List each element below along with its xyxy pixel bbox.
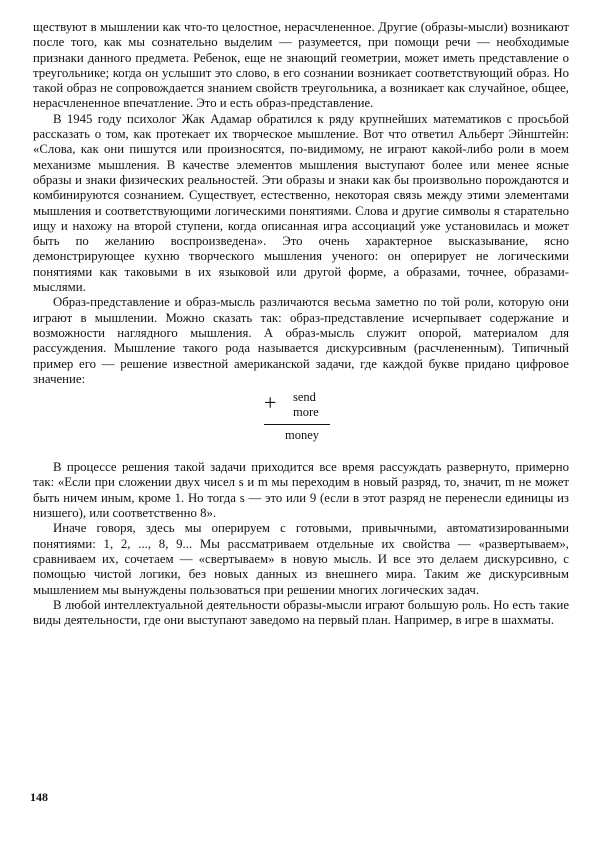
page-number: 148 (30, 790, 48, 804)
sum-money: money (285, 428, 320, 443)
addend-more: more (293, 405, 319, 420)
paragraph-6: В любой интеллектуальной деятельности образы-мысли играют большую роль. Но есть такие виды деятельности, где они выступают заведомо на первый план. Например, в игре в шахматы. (33, 597, 569, 628)
plus-sign: + (264, 390, 277, 416)
paragraph-4: В процессе решения такой задачи приходится все время рассуждать развернуто, примерно так: «Если при сложении двух чисел s и m мы переходим в новый разряд, то, значит, m не может быть ничем иным, кроме 1. Но тогда s — это или 9 (если в этот разряд не перенесли единицы из низшего), или соответственно 8». (33, 460, 569, 521)
paragraph-2: В 1945 году психолог Жак Адамар обратился к ряду крупнейших математиков с просьбой рассказать о том, как протекает их творческое мышление. Вот что ответил Альберт Эйнштейн: «Слова, как они пишутся или произносятся, по-видимому, не играют какой-либо роли в моем механизме мышления. В качестве элементов мышления выступают более или менее ясные образы и знаки физических реальностей. Эти образы и знаки как бы произвольно порождаются и комбинируются сознанием. Существует, естественно, некоторая связь между этими элементами мышления и соответствующими логическими понятиями. Слова и другие символы я старательно ищу и нахожу на второй ступени, когда описанная игра ассоциаций уже установилась и может быть по желанию воспроизведена». Это очень характерное высказывание, ясно демонстрирующее кухню творческого мышления ученого: он оперирует не логическими понятиями как таковыми в их языковой или другой форме, а образами, точнее, образами-мыслями. (33, 111, 569, 295)
paragraph-5: Иначе говоря, здесь мы оперируем с готовыми, привычными, автоматизированными понятиями: 1, 2, ..., 8, 9... Мы рассматриваем отдельные их свойства — «развертываем», сравниваем их, сочетаем — «свертываем» в новую мысль. И все это делаем дискурсивно, с помощью чистой логики, без новых данных из внешнего мира. Таким же дискурсивным мышлением мы вынуждены пользоваться при решении многих логических задач. (33, 521, 569, 597)
addition-puzzle (33, 390, 569, 458)
paragraph-3: Образ-представление и образ-мысль различаются весьма заметно по той роли, которую они играют в мышлении. Можно сказать так: образ-представление исчерпывает содержание и возможности наглядного мышления. А образ-мысль служит опорой, материалом для рассуждения. Мышление такого рода называется дискурсивным (расчлененным). Типичный пример его — решение известной американской задачи, где каждой букве придано цифровое значение: (33, 295, 569, 386)
addend-send: send (293, 390, 316, 405)
sum-line (264, 424, 330, 425)
paragraph-1: ществуют в мышлении как что-то целостное, нерасчлененное. Другие (образы-мысли) возникают после того, как мы сознательно выделим — разумеется, при помощи речи — необходимые признаки данного предмета. Ребенок, еще не знающий геометрии, может иметь представление о треугольнике; когда он услышит это слово, в его сознании возникает соответствующий образ. Но такой образ не сопровождается знанием свойств треугольника, а возникает как случайное, общее, нерасчлененное впечатление. Это и есть образ-представление. (33, 20, 569, 111)
page-body (33, 20, 569, 628)
